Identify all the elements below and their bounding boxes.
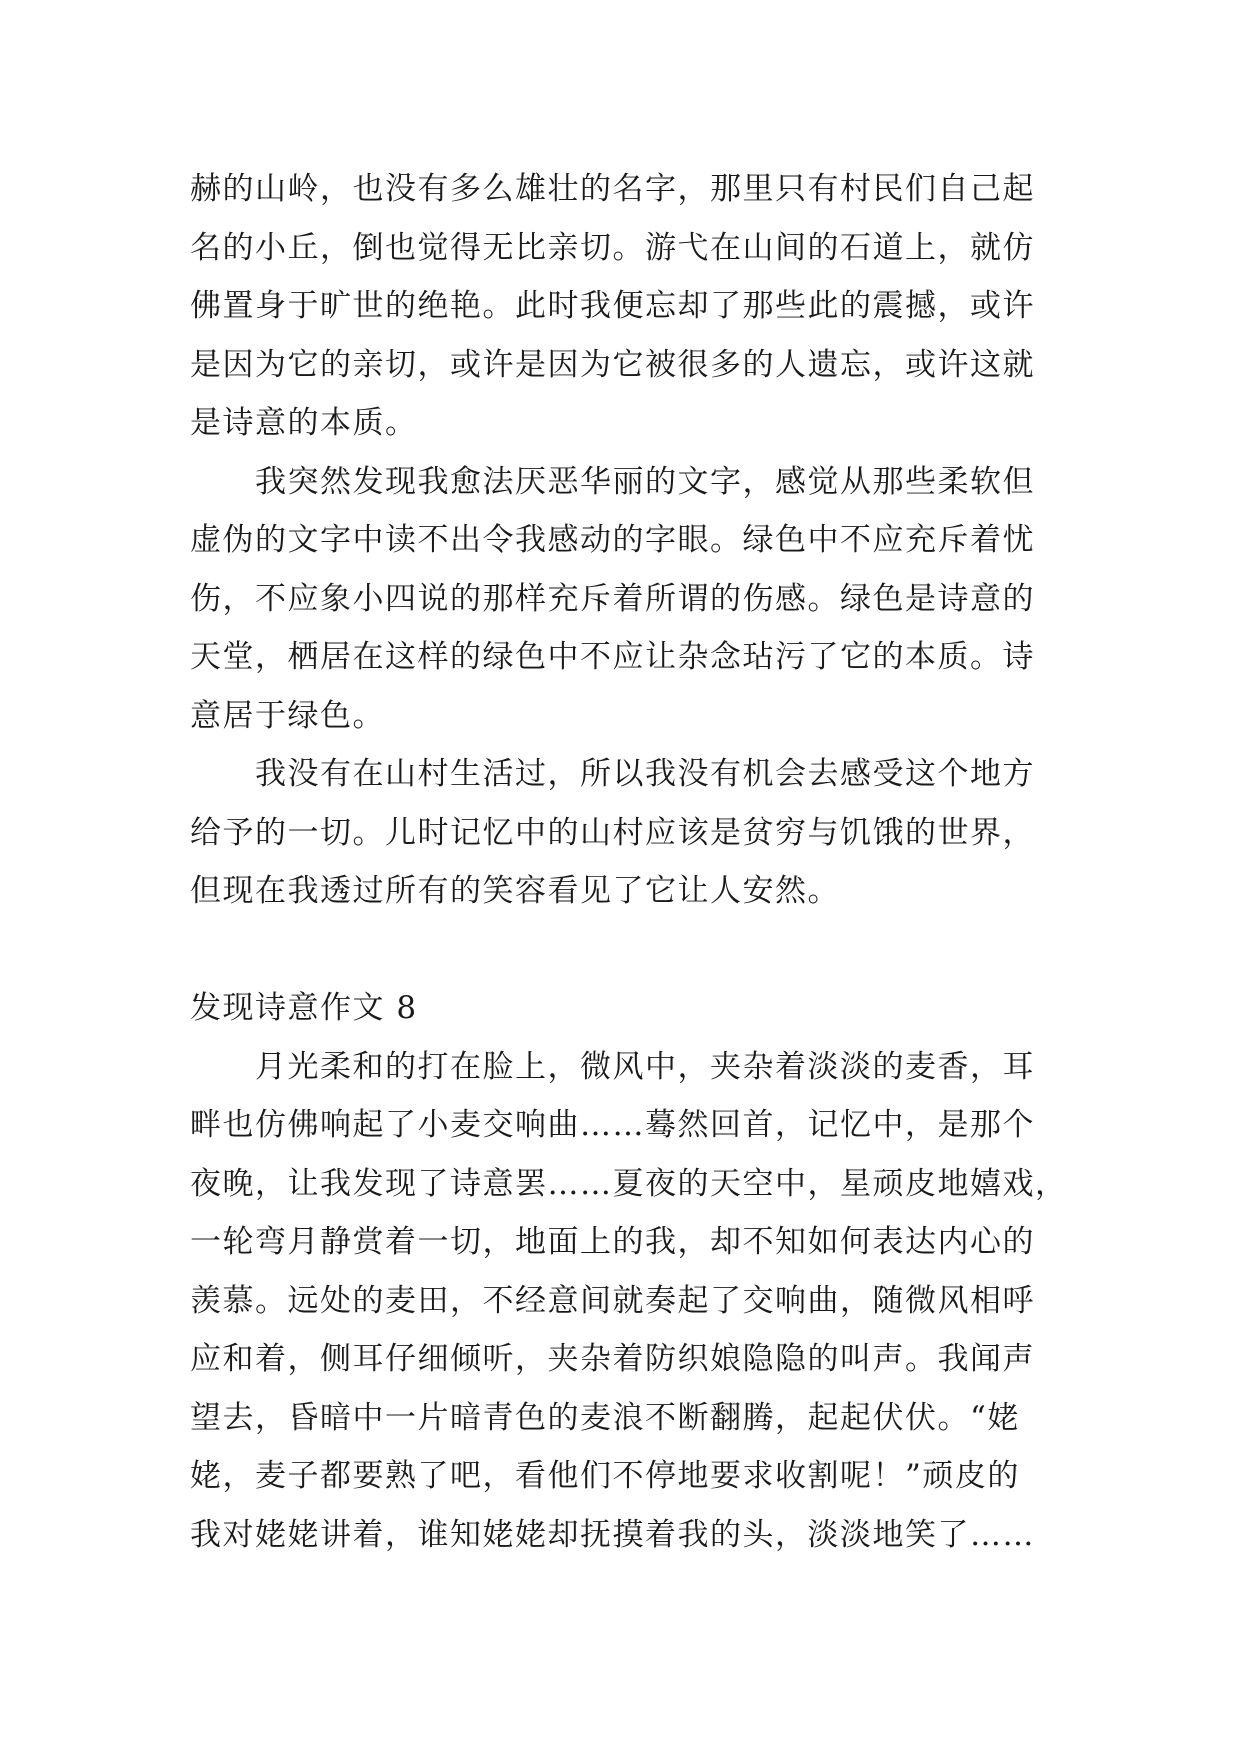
- blank-line: [190, 921, 1090, 980]
- text-line: 是诗意的本质。: [190, 405, 418, 441]
- text-line: 赫的山岭，也没有多么雄壮的名字，那里只有村民们自己起: [190, 171, 1035, 207]
- paragraph-1: [190, 160, 1090, 453]
- text-line: 给予的一切。儿时记忆中的山村应该是贫穷与饥饿的世界，: [190, 814, 1035, 851]
- text-line: 佛置身于旷世的绝艳。此时我便忘却了那些此的震撼，或许: [190, 288, 1035, 324]
- text-line: 但现在我透过所有的笑容看见了它让人安然。: [190, 873, 840, 909]
- text-line: 应和着，侧耳仔细倾听，夹杂着防织娘隐隐的叫声。我闻声: [190, 1341, 1035, 1377]
- paragraph-2: [190, 453, 1090, 746]
- text-line: 是因为它的亲切，或许是因为它被很多的人遗忘，或许这就: [190, 346, 1035, 383]
- text-line: 夜晚，让我发现了诗意罢……夏夜的天空中，星顽皮地嬉戏，: [190, 1165, 1068, 1202]
- text-line: 姥，麦子都要熟了吧，看他们不停地要求收割呢！”顽皮的: [190, 1458, 1020, 1494]
- text-line: 望去，昏暗中一片暗青色的麦浪不断翻腾，起起伏伏。“姥: [190, 1399, 1020, 1436]
- text-line: 意居于绿色。: [190, 697, 385, 734]
- text-line: 畔也仿佛响起了小麦交响曲……蓦然回首，记忆中，是那个: [190, 1107, 1035, 1143]
- text-line: 月光柔和的打在脸上，微风中，夹杂着淡淡的麦香，耳: [190, 1048, 1035, 1085]
- text-line: 我对姥姥讲着，谁知姥姥却抚摸着我的头，淡淡地笑了……: [190, 1516, 1035, 1553]
- text-line: 虚伪的文字中读不出令我感动的字眼。绿色中不应充斥着忧: [190, 522, 1035, 558]
- document-page: [190, 160, 1090, 1564]
- text-line: 天堂，栖居在这样的绿色中不应让杂念玷污了它的本质。诗: [190, 639, 1035, 675]
- text-line: 羡慕。远处的麦田，不经意间就奏起了交响曲，随微风相呼: [190, 1282, 1035, 1319]
- text-line: 一轮弯月静赏着一切，地面上的我，却不知如何表达内心的: [190, 1224, 1035, 1260]
- section-title: 发现诗意作文 8: [190, 990, 418, 1026]
- text-line: 名的小丘，倒也觉得无比亲切。游弋在山间的石道上，就仿: [190, 229, 1035, 266]
- paragraph-3: [190, 745, 1090, 921]
- section-paragraph: [190, 1038, 1090, 1565]
- text-line: 伤，不应象小四说的那样充斥着所谓的伤感。绿色是诗意的: [190, 580, 1035, 617]
- text-line: 我突然发现我愈法厌恶华丽的文字，感觉从那些柔软但: [190, 463, 1035, 500]
- text-line: 我没有在山村生活过，所以我没有机会去感受这个地方: [190, 756, 1035, 792]
